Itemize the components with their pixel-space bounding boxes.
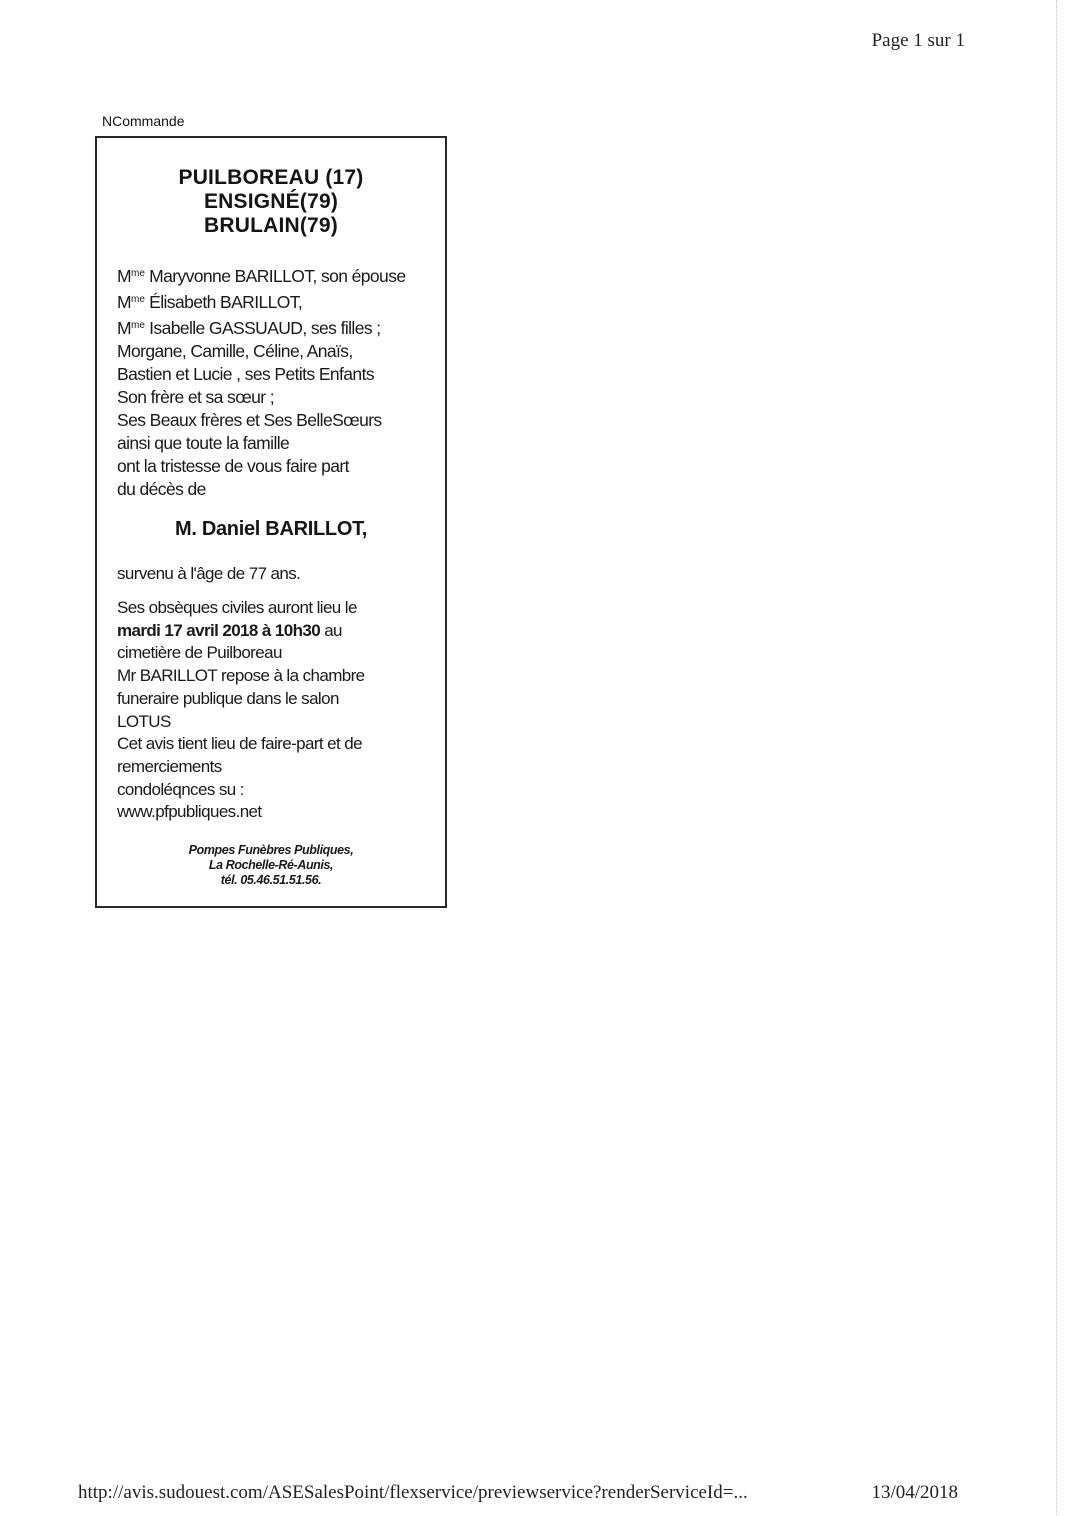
obituary-notice [95, 136, 447, 908]
funeral-date: mardi 17 avril 2018 à 10h30 [117, 620, 321, 640]
details-line: Cet avis tient lieu de faire-part et de [117, 734, 362, 754]
funeral-details [117, 597, 447, 824]
signature-line: tél. 05.46.51.51.56. [220, 873, 322, 887]
family-line: $M^{me}$ Isabelle GASSUAUD, ses filles ; [117, 318, 381, 338]
footer-date: 13/04/2018 [871, 1482, 958, 1503]
family-line: ainsi que toute la famille [117, 433, 290, 453]
family-line: Ses Beaux frères et Ses BelleSœurs [117, 410, 382, 430]
family-list [117, 262, 447, 501]
funeral-home-signature [97, 843, 445, 888]
places-heading [97, 166, 445, 238]
page-indicator: Page 1 sur 1 [871, 30, 965, 51]
details-line: funeraire publique dans le salon [117, 688, 339, 708]
place-line: PUILBOREAU (17) [178, 166, 364, 189]
details-line: Mr BARILLOT repose à la chambre [117, 666, 365, 686]
details-line: condoléqnces su : [117, 779, 244, 799]
family-line: ont la tristesse de vous faire part [117, 456, 349, 476]
family-line: Bastien et Lucie , ses Petits Enfants [117, 364, 374, 384]
website-line: www.pfpubliques.net [117, 802, 262, 822]
family-line: $M^{me}$ Maryvonne BARILLOT, son épouse [117, 266, 406, 286]
scan-edge-line [1055, 0, 1057, 1516]
details-line: mardi 17 avril 2018 à 10h30 au [117, 620, 342, 640]
details-line: cimetière de Puilboreau [117, 643, 282, 663]
signature-line: Pompes Funèbres Publiques, [188, 843, 354, 857]
family-line: Morgane, Camille, Céline, Anaïs, [117, 341, 353, 361]
family-line: $M^{me}$ Élisabeth BARILLOT, [117, 292, 303, 312]
details-line: remerciements [117, 756, 222, 776]
order-label: NCommande [102, 113, 185, 129]
family-line: Son frère et sa sœur ; [117, 387, 274, 407]
details-line: LOTUS [117, 711, 171, 731]
footer-url: http://avis.sudouest.com/ASESalesPoint/flexservice/previewservice?renderServiceId=... [78, 1482, 748, 1503]
family-line: du décès de [117, 479, 206, 499]
age-line: survenu à l'âge de 77 ans. [117, 564, 301, 583]
deceased-name: M. Daniel BARILLOT, [174, 518, 368, 540]
place-line: BRULAIN(79) [203, 214, 339, 237]
signature-line: La Rochelle-Ré-Aunis, [208, 858, 334, 872]
place-line: ENSIGNÉ(79) [203, 190, 339, 213]
details-line: Ses obsèques civiles auront lieu le [117, 598, 357, 617]
